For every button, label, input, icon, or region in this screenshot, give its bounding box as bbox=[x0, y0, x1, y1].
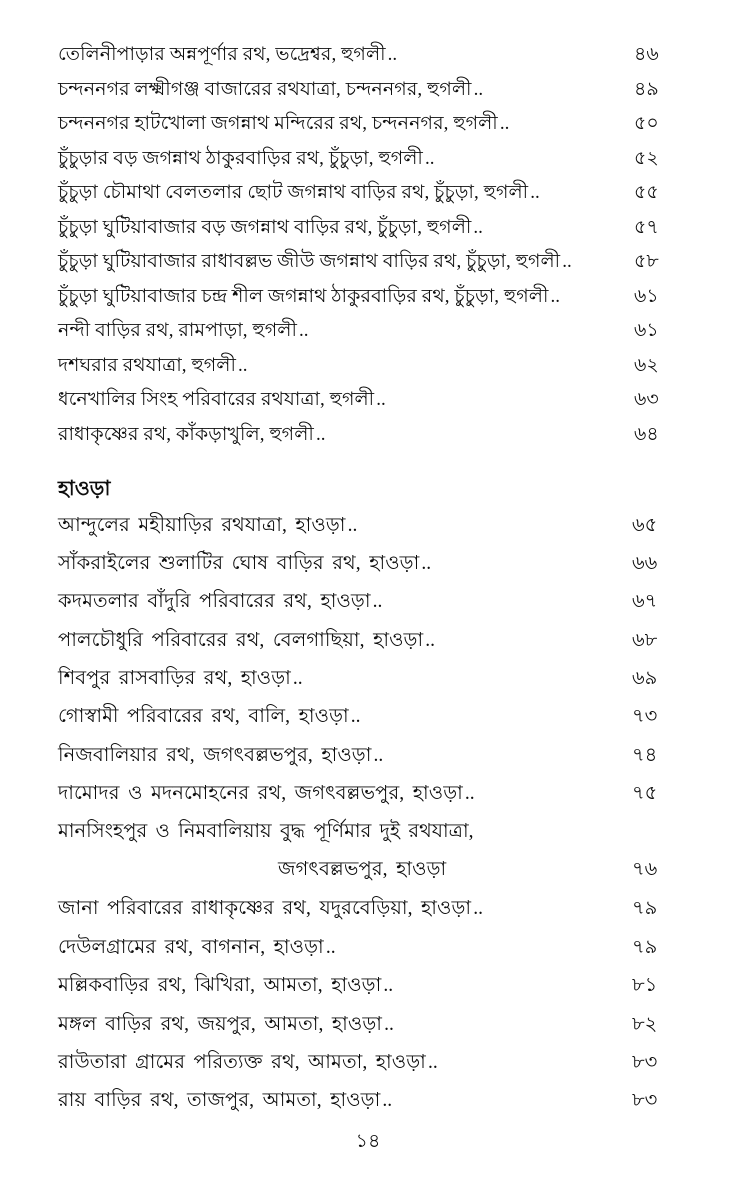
toc-entry-page: ৫০ bbox=[634, 113, 659, 134]
toc-entry-title: চুঁচুড়ার বড় জগন্নাথ ঠাকুরবাড়ির রথ, চুঁচুড়া, হুগলী bbox=[58, 147, 423, 169]
toc-entry-leader: .. bbox=[530, 182, 540, 203]
toc-entry-title: দামোদর ও মদনমোহনের রথ, জগৎবল্লভপুর, হাওড়া bbox=[58, 783, 463, 805]
toc-section-hooghly bbox=[58, 44, 690, 458]
toc-entry-title: তেলিনীপাড়ার অন্নপূর্ণার রথ, ভদ্রেশ্বর, হুগলী bbox=[58, 44, 386, 65]
toc-entry-leader: .. bbox=[382, 1090, 393, 1112]
toc-entry-leader: .. bbox=[350, 706, 361, 728]
toc-entry[interactable] bbox=[58, 937, 690, 975]
toc-entry-page: ৬৪ bbox=[634, 423, 659, 445]
toc-entry-leader: .. bbox=[464, 783, 475, 805]
toc-entry-leader: .. bbox=[315, 423, 326, 445]
toc-entry-title: নন্দী বাড়ির রথ, রামপাড়া, হুগলী bbox=[58, 320, 297, 341]
toc-entry-continuation bbox=[58, 860, 690, 898]
toc-entry-leader: .. bbox=[298, 320, 309, 341]
toc-entry[interactable] bbox=[58, 1014, 690, 1052]
toc-entry-title: চন্দননগর হাটখোলা জগন্নাথ মন্দিরের রথ, চন্দননগর, হুগলী bbox=[58, 113, 498, 134]
toc-entry-title-line2: জগৎবল্লভপুর, হাওড়া bbox=[278, 859, 447, 881]
toc-entry-page: ৬৫ bbox=[632, 514, 658, 536]
toc-entry-leader: .. bbox=[292, 668, 303, 690]
toc-entry-leader: .. bbox=[473, 78, 484, 100]
toc-entry-leader: .. bbox=[424, 147, 435, 169]
toc-entry-leader: .. bbox=[325, 936, 336, 958]
toc-entry[interactable] bbox=[58, 1052, 690, 1090]
toc-entry-title-line1: মানসিংহপুর ও নিমবালিয়ায় বুদ্ধ পূর্ণিমার দুই রথযাত্রা, bbox=[58, 820, 474, 842]
toc-entry-page: ৫২ bbox=[634, 147, 659, 169]
toc-entry-title: রাউতারা গ্রামের পরিত্যক্ত রথ, আমতা, হাওড়া bbox=[58, 1051, 426, 1073]
toc-entry-title: আন্দুলের মহীয়াড়ির রথযাত্রা, হাওড়া bbox=[58, 514, 346, 536]
toc-entry-leader: .. bbox=[373, 744, 384, 766]
toc-entry[interactable] bbox=[58, 355, 690, 390]
toc-entry[interactable] bbox=[58, 553, 690, 591]
toc-entry-title: মঙ্গল বাড়ির রথ, জয়পুর, আমতা, হাওড়া bbox=[58, 1013, 383, 1035]
toc-entry-leader: .. bbox=[383, 975, 394, 997]
toc-entry-page: ৫৭ bbox=[634, 216, 659, 238]
toc-entry[interactable] bbox=[58, 251, 690, 286]
toc-entry[interactable] bbox=[58, 286, 690, 321]
toc-entry[interactable] bbox=[58, 424, 690, 459]
toc-entry-title: ধনেখালির সিংহ পরিবারের রথযাত্রা, হুগলী bbox=[58, 389, 375, 410]
toc-entry[interactable] bbox=[58, 148, 690, 183]
toc-entry-page: ৪৬ bbox=[634, 44, 659, 65]
toc-entry-page: ৬১ bbox=[634, 320, 659, 341]
toc-entry-title: সাঁকরাইলের শুলাটির ঘোষ বাড়ির রথ, হাওড়া bbox=[58, 552, 420, 574]
toc-entry-page: ৬৯ bbox=[632, 668, 658, 690]
toc-entry-title: জানা পরিবারের রাধাকৃষ্ণের রথ, যদুরবেড়িয়া, হাওড়া bbox=[58, 898, 472, 920]
toc-entry-leader: .. bbox=[237, 354, 248, 376]
toc-entry-page: ৫৫ bbox=[634, 182, 659, 203]
toc-entry-title: দশঘরার রথযাত্রা, হুগলী bbox=[58, 354, 236, 376]
toc-entry[interactable] bbox=[58, 182, 690, 217]
toc-entry-title: নিজবালিয়ার রথ, জগৎবল্লভপুর, হাওড়া bbox=[58, 744, 372, 766]
toc-entry-title: পালচৌধুরি পরিবারের রথ, বেলগাছিয়া, হাওড়া bbox=[58, 629, 424, 651]
toc-section-howrah bbox=[58, 479, 690, 1129]
toc-entry[interactable] bbox=[58, 975, 690, 1013]
toc-entry[interactable] bbox=[58, 745, 690, 783]
toc-entry[interactable] bbox=[58, 79, 690, 114]
toc-entry-page: ৭৬ bbox=[632, 859, 658, 881]
toc-entry-leader: .. bbox=[387, 44, 398, 65]
toc-entry[interactable] bbox=[58, 706, 690, 744]
toc-entry[interactable] bbox=[58, 630, 690, 668]
toc-entry-leader: .. bbox=[427, 1051, 438, 1073]
toc-entry-page: ৬২ bbox=[634, 354, 659, 376]
toc-entry-page: ৮১ bbox=[632, 975, 658, 997]
toc-entry-leader: .. bbox=[550, 285, 560, 307]
toc-entry-leader: .. bbox=[499, 113, 510, 134]
toc-entry-leader: .. bbox=[562, 251, 572, 272]
toc-entry-title: চুঁচুড়া ঘুটিয়াবাজার রাধাবল্লভ জীউ জগন্নাথ বাড়ির রথ, চুঁচুড়া, হুগলী bbox=[58, 251, 561, 272]
toc-entry[interactable] bbox=[58, 515, 690, 553]
toc-entry-title: চন্দননগর লক্ষ্মীগঞ্জ বাজারের রথযাত্রা, চন্দননগর, হুগলী bbox=[58, 78, 472, 100]
toc-entry[interactable] bbox=[58, 668, 690, 706]
toc-entry-page: ৭৪ bbox=[632, 744, 658, 766]
section-heading-howrah: হাওড়া bbox=[58, 478, 111, 500]
toc-entry-leader: .. bbox=[473, 898, 483, 920]
toc-entry-leader: .. bbox=[425, 629, 435, 651]
toc-entry[interactable] bbox=[58, 217, 690, 252]
toc-entry-title: কদমতলার বাঁদুরি পরিবারের রথ, হাওড়া bbox=[58, 591, 371, 613]
toc-entry-page: ৮৩ bbox=[632, 1090, 658, 1112]
toc-entry-title: মল্লিকবাড়ির রথ, ঝিখিরা, আমতা, হাওড়া bbox=[58, 975, 382, 997]
toc-entry-page: ৭৯ bbox=[632, 936, 658, 958]
toc-entry[interactable] bbox=[58, 113, 690, 148]
toc-entry[interactable] bbox=[58, 1090, 690, 1128]
toc-entry[interactable] bbox=[58, 898, 690, 936]
toc-entry-page: ৭৩ bbox=[632, 706, 658, 728]
toc-entry-title: চুঁচুড়া ঘুটিয়াবাজার বড় জগন্নাথ বাড়ির রথ, চুঁচুড়া, হুগলী bbox=[58, 216, 472, 238]
toc-entry-title: রাধাকৃষ্ণের রথ, কাঁকড়াখুলি, হুগলী bbox=[58, 423, 314, 445]
toc-entry-leader: .. bbox=[384, 1013, 394, 1035]
toc-entry-title: দেউলগ্রামের রথ, বাগনান, হাওড়া bbox=[58, 936, 324, 958]
toc-entry-page: ৪৯ bbox=[634, 78, 659, 100]
toc-entry-page: ৬৩ bbox=[634, 389, 659, 410]
toc-entry-page: ৫৮ bbox=[634, 251, 659, 272]
toc-entry-page: ৭৫ bbox=[632, 783, 658, 805]
toc-entry[interactable] bbox=[58, 44, 690, 79]
toc-entry[interactable] bbox=[58, 320, 690, 355]
toc-entry-page: ৬৮ bbox=[632, 629, 658, 651]
toc-entry-page: ৮৩ bbox=[632, 1051, 658, 1073]
toc-entry[interactable] bbox=[58, 591, 690, 629]
toc-entry-page: ৬১ bbox=[634, 285, 659, 307]
toc-entry-title: চুঁচুড়া চৌমাথা বেলতলার ছোট জগন্নাথ বাড়ির রথ, চুঁচুড়া, হুগলী bbox=[58, 182, 529, 203]
toc-entry-page: ৮২ bbox=[632, 1013, 658, 1035]
toc-entry[interactable] bbox=[58, 783, 690, 821]
toc-entry-title: শিবপুর রাসবাড়ির রথ, হাওড়া bbox=[58, 668, 291, 690]
page-number-footer: ১৪ bbox=[355, 1131, 381, 1152]
toc-entry-page: ৬৭ bbox=[632, 591, 658, 613]
toc-entry-page: ৬৬ bbox=[632, 552, 658, 574]
toc-entry-leader: .. bbox=[421, 552, 432, 574]
toc-entry-title: চুঁচুড়া ঘুটিয়াবাজার চন্দ্র শীল জগন্নাথ ঠাকুরবাড়ির রথ, চুঁচুড়া, হুগলী bbox=[58, 285, 549, 307]
toc-entry-page: ৭৯ bbox=[632, 898, 658, 920]
toc-entry-leader: .. bbox=[372, 591, 383, 613]
toc-entry-leader: .. bbox=[376, 389, 386, 410]
toc-entry[interactable] bbox=[58, 389, 690, 424]
toc-entry-leader: .. bbox=[347, 514, 358, 536]
toc-entry-leader: .. bbox=[473, 216, 483, 238]
toc-entry-title: রায় বাড়ির রথ, তাজপুর, আমতা, হাওড়া bbox=[58, 1090, 381, 1112]
toc-entry-wrapped[interactable] bbox=[58, 822, 690, 899]
toc-entry-title: গোস্বামী পরিবারের রথ, বালি, হাওড়া bbox=[58, 706, 349, 728]
